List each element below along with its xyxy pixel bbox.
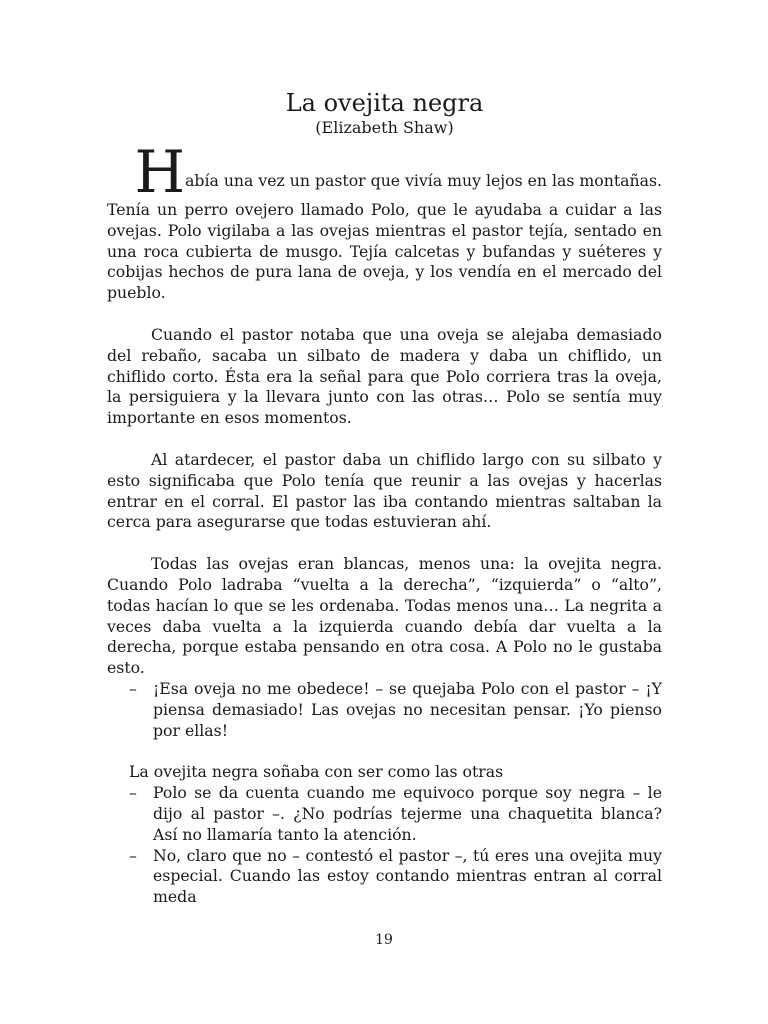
paragraph-3: Al atardecer, el pastor daba un chiflido largo con su silbato y esto significaba que Polo tenía que reunir a las ovejas y hacerlas entrar en el corral. El pastor las iba contando mientras saltaban la cerca para asegurarse que todas estuvieran ahí. [107, 449, 662, 532]
opening-line-text: abía una vez un pastor que vivía muy lejos en las montañas. [185, 171, 662, 190]
page-number: 19 [375, 932, 393, 948]
story-title: La ovejita negra [285, 89, 484, 117]
dialog-dash: – [129, 845, 137, 865]
dialog-line-2 [107, 783, 662, 845]
paragraph-4: Todas las ovejas eran blancas, menos una: la ovejita negra. Cuando Polo ladraba “vuelta a la derecha”, “izquierda” o “alto”, todas hacían lo que se les ordenaba. Todas menos una… La negrita a veces daba vuelta a la izquierda cuando debía dar vuelta a la derecha, porque estaba pensando en otra cosa. A Polo no le gustaba esto. [107, 554, 662, 678]
dialog-text-3: No, claro que no – contestó el pastor –, tú eres una ovejita muy especial. Cuando las estoy contando mientras entran al corral meda [153, 845, 662, 907]
paragraph-2: Cuando el pastor notaba que una oveja se alejaba demasiado del rebaño, sacaba un silbato de madera y daba un chiflido, un chiflido corto. Ésta era la señal para que Polo corriera tras la oveja, la persiguiera y la llevara junto con las otras… Polo se sentía muy importante en esos momentos. [107, 324, 662, 428]
paragraph-5: La ovejita negra soñaba con ser como las otras [129, 762, 504, 782]
paragraph-1-continued: Tenía un perro ovejero llamado Polo, que le ayudaba a cuidar a las ovejas. Polo vigilaba a las ovejas mientras el pastor tejía, sentado en una roca cubierta de musgo. Tejía calcetas y bufandas y suéteres y cobijas hechos de pura lana de oveja, y los vendía en el mercado del pueblo. [107, 200, 662, 303]
dialog-line-3 [107, 846, 662, 908]
story-page [107, 88, 662, 908]
dialog-text-2: Polo se da cuenta cuando me equivoco porque soy negra – le dijo al pastor –. ¿No podrías tejerme una chaquetita blanca? Así no llamaría tanto la atención. [153, 783, 662, 844]
dialog-line-1 [107, 679, 662, 741]
dialog-dash: – [129, 783, 137, 803]
dialog-dash: – [129, 678, 137, 698]
drop-cap: H [134, 138, 186, 206]
opening-line [107, 138, 662, 206]
story-author: (Elizabeth Shaw) [315, 118, 454, 137]
dialog-text-1: ¡Esa oveja no me obedece! – se quejaba Polo con el pastor – ¡Y piensa demasiado! Las ovejas no necesitan pensar. ¡Yo pienso por ellas! [153, 678, 662, 740]
